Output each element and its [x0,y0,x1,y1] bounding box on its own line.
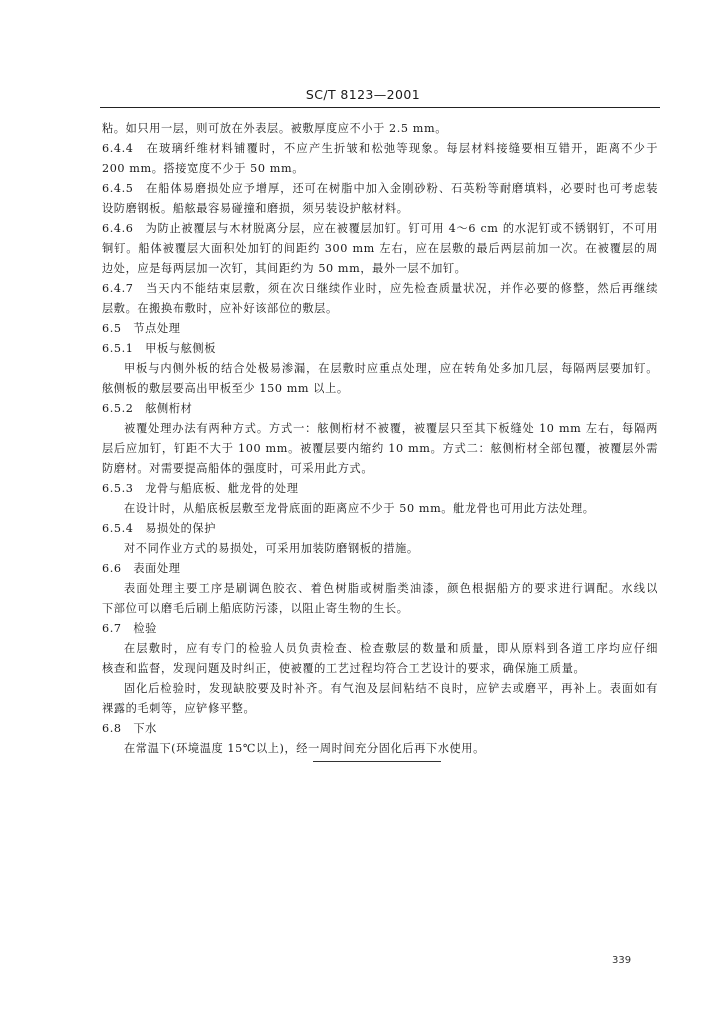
body-line: 在常温下(环境温度 15℃以上)，经一周时间充分固化后再下水使用。 [124,742,485,755]
body-line: 防磨材。对需要提高船体的强度时，可采用此方式。 [102,462,374,475]
body-line: 边处，应是每两层加一次钉，其间距约为 50 mm，最外一层不加钉。 [102,262,467,275]
subsection-heading-6-5-4: 6.5.4 易损处的保护 [102,522,216,535]
section-heading-6-7: 6.7 检验 [102,622,157,635]
body-line: 被覆处理办法有两种方式。方式一：舷侧桁材不被覆，被覆层只至其下板缝处 10 mm 左右，每隔两 [124,422,658,435]
body-line: 对不同作业方式的易损处，可采用加装防磨钢板的措施。 [124,542,419,555]
body-line: 裸露的毛刺等，应铲修平整。 [102,702,256,715]
subsection-heading-6-5-3: 6.5.3 龙骨与船底板、舭龙骨的处理 [102,482,299,495]
section-heading-6-5: 6.5 节点处理 [102,322,181,335]
body-line: 设防磨钢板。船舷最容易碰撞和磨损，须另装设护舷材料。 [102,202,409,215]
subsection-heading-6-5-1: 6.5.1 甲板与舷侧板 [102,342,216,355]
body-line: 铜钉。船体被覆层大面积处加钉的间距约 300 mm 左右，应在层敷的最后两层前加一次。在被覆层的周 [102,242,658,255]
subsection-heading-6-5-2: 6.5.2 舷侧桁材 [102,402,193,415]
section-heading-6-6: 6.6 表面处理 [102,562,181,575]
page-number: 339 [612,955,632,966]
clause-6-4-7: 6.4.7 当天内不能结束层敷，须在次日继续作业时，应先检查质量状况，并作必要的修整，然后再继续 [102,282,658,295]
body-line: 粘。如只用一层，则可放在外表层。被敷厚度应不小于 2.5 mm。 [102,122,448,135]
body-line: 表面处理主要工序是刷调色胶衣、着色树脂或树脂类油漆，颜色根据船方的要求进行调配。水线以 [124,582,658,595]
clause-6-4-6: 6.4.6 为防止被覆层与木材脱离分层，应在被覆层加钉。钉可用 4～6 cm 的水泥钉或不锈钢钉，不可用 [102,222,658,235]
body-line: 在层敷时，应有专门的检验人员负责检查、检查敷层的数量和质量，即从原料到各道工序均应仔细 [124,642,658,655]
body-line: 舷侧板的敷层要高出甲板至少 150 mm 以上。 [102,382,349,395]
body-line: 下部位可以磨毛后刷上船底防污漆，以阻止寄生物的生长。 [102,602,409,615]
standard-code-header: SC/T 8123—2001 [305,87,421,102]
clause-6-4-4: 6.4.4 在玻璃纤维材料铺覆时，不应产生折皱和松弛等现象。每层材料接缝要相互错开，距离不少于 [102,142,658,155]
body-line: 固化后检验时，发现缺胶要及时补齐。有气泡及层间粘结不良时，应铲去或磨平，再补上。表面如有 [124,682,658,695]
body-line: 甲板与内侧外板的结合处极易渗漏，在层敷时应重点处理，应在转角处多加几层，每隔两层要加钉。 [124,362,658,375]
end-of-document-rule [313,761,441,762]
body-line: 200 mm。搭接宽度不少于 50 mm。 [102,162,304,175]
body-line: 层敷。在搬换布敷时，应补好该部位的敷层。 [102,302,338,315]
section-heading-6-8: 6.8 下水 [102,722,157,735]
body-line: 核查和监督，发现问题及时纠正，使被覆的工艺过程均符合工艺设计的要求，确保施工质量。 [102,662,586,675]
header-rule [100,107,660,108]
body-line: 在设计时，从船底板层敷至龙骨底面的距离应不少于 50 mm。舭龙骨也可用此方法处理。 [124,502,595,515]
clause-6-4-5: 6.4.5 在船体易磨损处应予增厚，还可在树脂中加入金刚砂粉、石英粉等耐磨填料，必要时也可考虑装 [102,182,658,195]
body-line: 层后应加钉，钉距不大于 100 mm。被覆层要内缩约 10 mm。方式二：舷侧桁材全部包覆，被覆层外需 [102,442,658,455]
